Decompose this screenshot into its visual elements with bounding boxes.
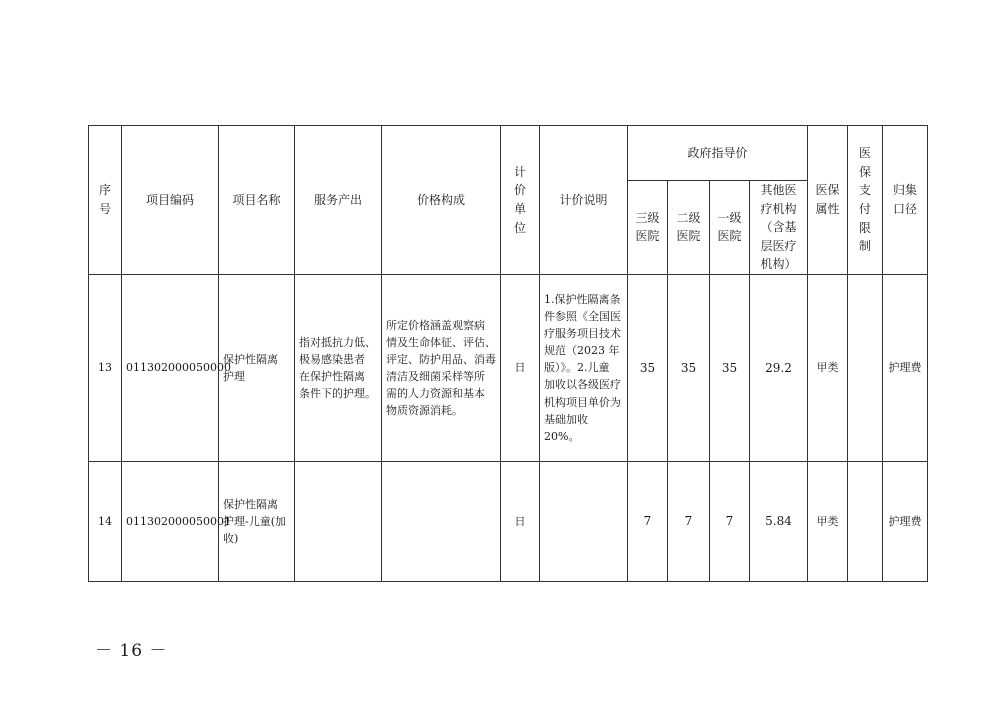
cell-output bbox=[295, 461, 382, 581]
cell-tier2: 35 bbox=[668, 274, 710, 461]
header-tier2: 二级 医院 bbox=[668, 181, 710, 275]
cell-name: 保护性隔离 护理 bbox=[219, 274, 295, 461]
cell-composition: 所定价格涵盖观察病 情及生命体征、评估、 评定、防护用品、消毒 清洁及细菌采样等所 需的人力资源和基本 物质资源消耗。 bbox=[382, 274, 501, 461]
header-code: 项目编码 bbox=[122, 126, 219, 275]
cell-code: 011302000050000 bbox=[122, 274, 219, 461]
cell-note bbox=[540, 461, 628, 581]
cell-seq: 13 bbox=[89, 274, 122, 461]
header-restriction: 医 保 支 付 限 制 bbox=[848, 126, 883, 275]
cell-insurance: 甲类 bbox=[808, 274, 848, 461]
cell-other: 29.2 bbox=[750, 274, 808, 461]
header-unit: 计 价 单 位 bbox=[501, 126, 540, 275]
cell-tier2: 7 bbox=[668, 461, 710, 581]
cell-seq: 14 bbox=[89, 461, 122, 581]
cell-tier1: 35 bbox=[710, 274, 750, 461]
cell-tier3: 7 bbox=[628, 461, 668, 581]
cell-insurance: 甲类 bbox=[808, 461, 848, 581]
cell-note: 1.保护性隔离条 件参照《全国医 疗服务项目技术 规范（2023 年 版）》。2.儿童 加收以各级医疗 机构项目单价为 基础加收 20%。 bbox=[540, 274, 628, 461]
header-tier1: 一级 医院 bbox=[710, 181, 750, 275]
table-row bbox=[89, 461, 928, 581]
cell-unit: 日 bbox=[501, 461, 540, 581]
header-other: 其他医 疗机构 （含基 层医疗 机构） bbox=[750, 181, 808, 275]
cell-unit: 日 bbox=[501, 274, 540, 461]
cell-other: 5.84 bbox=[750, 461, 808, 581]
page-number: － 16 － bbox=[95, 641, 168, 661]
header-name: 项目名称 bbox=[219, 126, 295, 275]
cell-category: 护理费 bbox=[883, 461, 928, 581]
cell-tier3: 35 bbox=[628, 274, 668, 461]
cell-output: 指对抵抗力低、 极易感染患者 在保护性隔离 条件下的护理。 bbox=[295, 274, 382, 461]
header-row-1 bbox=[89, 126, 928, 181]
header-category: 归集 口径 bbox=[883, 126, 928, 275]
header-composition: 价格构成 bbox=[382, 126, 501, 275]
header-seq: 序 号 bbox=[89, 126, 122, 275]
header-tier3: 三级 医院 bbox=[628, 181, 668, 275]
cell-category: 护理费 bbox=[883, 274, 928, 461]
header-output: 服务产出 bbox=[295, 126, 382, 275]
cell-code: 011302000050001 bbox=[122, 461, 219, 581]
price-table bbox=[88, 125, 928, 582]
cell-restriction bbox=[848, 461, 883, 581]
header-gov-price: 政府指导价 bbox=[628, 126, 808, 181]
cell-tier1: 7 bbox=[710, 461, 750, 581]
cell-name: 保护性隔离 护理-儿童(加 收) bbox=[219, 461, 295, 581]
table-row bbox=[89, 274, 928, 461]
header-note: 计价说明 bbox=[540, 126, 628, 275]
header-insurance: 医保 属性 bbox=[808, 126, 848, 275]
cell-restriction bbox=[848, 274, 883, 461]
cell-composition bbox=[382, 461, 501, 581]
